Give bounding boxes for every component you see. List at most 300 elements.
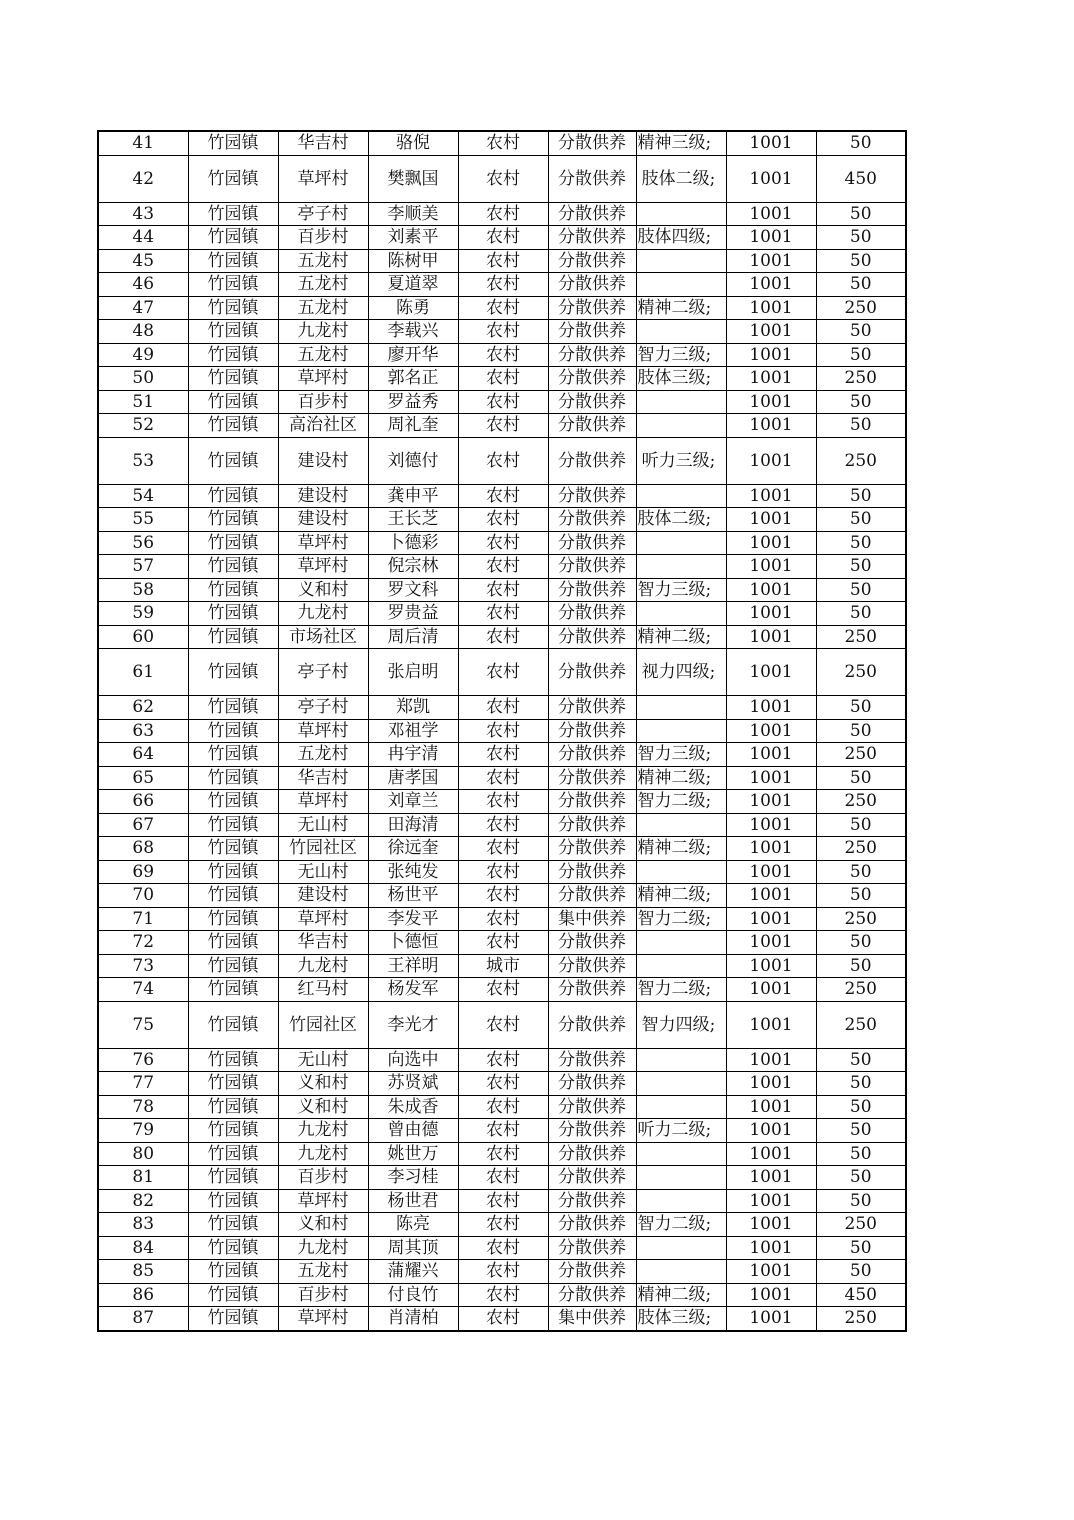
amount-cell: 50: [816, 414, 906, 438]
area-type-cell: 农村: [458, 1283, 548, 1307]
support-type-cell: 分散供养: [548, 790, 636, 814]
row-number-cell: 83: [98, 1213, 188, 1237]
area-type-cell: 农村: [458, 696, 548, 720]
code-cell: 1001: [726, 343, 816, 367]
code-cell: 1001: [726, 1048, 816, 1072]
row-number-cell: 58: [98, 578, 188, 602]
disability-level-cell: [636, 555, 726, 579]
area-type-cell: 农村: [458, 743, 548, 767]
table-row: [98, 1072, 906, 1096]
table-row: [98, 578, 906, 602]
table-row: [98, 696, 906, 720]
support-type-cell: 分散供养: [548, 1048, 636, 1072]
table-row: [98, 1166, 906, 1190]
town-cell: 竹园镇: [188, 931, 278, 955]
row-number-cell: 60: [98, 625, 188, 649]
row-number-cell: 45: [98, 249, 188, 273]
amount-cell: 250: [816, 1001, 906, 1048]
village-cell: 九龙村: [278, 602, 368, 626]
area-type-cell: 农村: [458, 649, 548, 696]
table-row: [98, 743, 906, 767]
area-type-cell: 农村: [458, 907, 548, 931]
village-cell: 建设村: [278, 508, 368, 532]
code-cell: 1001: [726, 954, 816, 978]
amount-cell: 50: [816, 1072, 906, 1096]
row-number-cell: 41: [98, 131, 188, 155]
support-type-cell: 分散供养: [548, 343, 636, 367]
area-type-cell: 农村: [458, 484, 548, 508]
disability-level-cell: [636, 931, 726, 955]
support-type-cell: 分散供养: [548, 978, 636, 1002]
village-cell: 九龙村: [278, 1142, 368, 1166]
table-row: [98, 766, 906, 790]
name-cell: 曾由德: [368, 1119, 458, 1143]
area-type-cell: 农村: [458, 202, 548, 226]
amount-cell: 250: [816, 837, 906, 861]
row-number-cell: 65: [98, 766, 188, 790]
village-cell: 无山村: [278, 813, 368, 837]
row-number-cell: 53: [98, 437, 188, 484]
row-number-cell: 74: [98, 978, 188, 1002]
disability-level-cell: 精神二级;: [636, 884, 726, 908]
disability-level-cell: [636, 602, 726, 626]
village-cell: 九龙村: [278, 1236, 368, 1260]
table-row: [98, 414, 906, 438]
name-cell: 李光才: [368, 1001, 458, 1048]
row-number-cell: 62: [98, 696, 188, 720]
name-cell: 李发平: [368, 907, 458, 931]
table-row: [98, 320, 906, 344]
town-cell: 竹园镇: [188, 202, 278, 226]
village-cell: 草坪村: [278, 1307, 368, 1331]
support-type-cell: 分散供养: [548, 837, 636, 861]
town-cell: 竹园镇: [188, 1095, 278, 1119]
support-type-cell: 分散供养: [548, 131, 636, 155]
name-cell: 张启明: [368, 649, 458, 696]
table-row: [98, 1189, 906, 1213]
name-cell: 郑凯: [368, 696, 458, 720]
name-cell: 郭名正: [368, 367, 458, 391]
support-type-cell: 分散供养: [548, 202, 636, 226]
table-row: [98, 1048, 906, 1072]
area-type-cell: 农村: [458, 1001, 548, 1048]
code-cell: 1001: [726, 813, 816, 837]
disability-level-cell: 智力二级;: [636, 907, 726, 931]
village-cell: 建设村: [278, 437, 368, 484]
support-type-cell: 分散供养: [548, 1001, 636, 1048]
support-type-cell: 分散供养: [548, 1142, 636, 1166]
amount-cell: 50: [816, 1166, 906, 1190]
row-number-cell: 73: [98, 954, 188, 978]
name-cell: 廖开华: [368, 343, 458, 367]
disability-level-cell: 智力四级;: [636, 1001, 726, 1048]
row-number-cell: 67: [98, 813, 188, 837]
name-cell: 罗益秀: [368, 390, 458, 414]
row-number-cell: 54: [98, 484, 188, 508]
village-cell: 百步村: [278, 226, 368, 250]
row-number-cell: 63: [98, 719, 188, 743]
row-number-cell: 59: [98, 602, 188, 626]
table-row: [98, 719, 906, 743]
village-cell: 九龙村: [278, 1119, 368, 1143]
code-cell: 1001: [726, 226, 816, 250]
code-cell: 1001: [726, 860, 816, 884]
area-type-cell: 农村: [458, 860, 548, 884]
village-cell: 草坪村: [278, 1189, 368, 1213]
row-number-cell: 61: [98, 649, 188, 696]
amount-cell: 50: [816, 1119, 906, 1143]
town-cell: 竹园镇: [188, 719, 278, 743]
town-cell: 竹园镇: [188, 1142, 278, 1166]
amount-cell: 50: [816, 1260, 906, 1284]
village-cell: 义和村: [278, 1072, 368, 1096]
town-cell: 竹园镇: [188, 414, 278, 438]
name-cell: 李顺美: [368, 202, 458, 226]
village-cell: 竹园社区: [278, 837, 368, 861]
amount-cell: 50: [816, 226, 906, 250]
town-cell: 竹园镇: [188, 766, 278, 790]
disability-level-cell: [636, 1095, 726, 1119]
town-cell: 竹园镇: [188, 249, 278, 273]
disability-level-cell: 智力二级;: [636, 1213, 726, 1237]
support-type-cell: 分散供养: [548, 155, 636, 202]
disability-level-cell: 肢体三级;: [636, 367, 726, 391]
disability-level-cell: 肢体四级;: [636, 226, 726, 250]
name-cell: 杨发军: [368, 978, 458, 1002]
code-cell: 1001: [726, 390, 816, 414]
row-number-cell: 43: [98, 202, 188, 226]
row-number-cell: 80: [98, 1142, 188, 1166]
town-cell: 竹园镇: [188, 790, 278, 814]
row-number-cell: 48: [98, 320, 188, 344]
town-cell: 竹园镇: [188, 837, 278, 861]
amount-cell: 50: [816, 696, 906, 720]
town-cell: 竹园镇: [188, 578, 278, 602]
area-type-cell: 农村: [458, 978, 548, 1002]
table-row: [98, 508, 906, 532]
table-row: [98, 602, 906, 626]
amount-cell: 50: [816, 273, 906, 297]
table-row: [98, 813, 906, 837]
name-cell: 龚申平: [368, 484, 458, 508]
village-cell: 五龙村: [278, 249, 368, 273]
area-type-cell: 农村: [458, 837, 548, 861]
town-cell: 竹园镇: [188, 743, 278, 767]
disability-level-cell: 精神二级;: [636, 766, 726, 790]
support-type-cell: 分散供养: [548, 602, 636, 626]
disability-level-cell: 精神三级;: [636, 131, 726, 155]
area-type-cell: 农村: [458, 884, 548, 908]
town-cell: 竹园镇: [188, 296, 278, 320]
row-number-cell: 66: [98, 790, 188, 814]
name-cell: 唐孝国: [368, 766, 458, 790]
disability-level-cell: [636, 202, 726, 226]
support-type-cell: 分散供养: [548, 813, 636, 837]
town-cell: 竹园镇: [188, 1307, 278, 1331]
name-cell: 罗贵益: [368, 602, 458, 626]
code-cell: 1001: [726, 625, 816, 649]
village-cell: 百步村: [278, 1283, 368, 1307]
code-cell: 1001: [726, 1260, 816, 1284]
table-row: [98, 978, 906, 1002]
area-type-cell: 农村: [458, 555, 548, 579]
table-row: [98, 555, 906, 579]
town-cell: 竹园镇: [188, 1236, 278, 1260]
name-cell: 苏贤斌: [368, 1072, 458, 1096]
amount-cell: 50: [816, 1142, 906, 1166]
name-cell: 周礼奎: [368, 414, 458, 438]
support-type-cell: 分散供养: [548, 1260, 636, 1284]
area-type-cell: 农村: [458, 1166, 548, 1190]
town-cell: 竹园镇: [188, 390, 278, 414]
village-cell: 草坪村: [278, 555, 368, 579]
amount-cell: 50: [816, 320, 906, 344]
table-row: [98, 907, 906, 931]
support-type-cell: 分散供养: [548, 226, 636, 250]
table-row: [98, 367, 906, 391]
support-type-cell: 分散供养: [548, 696, 636, 720]
amount-cell: 250: [816, 296, 906, 320]
support-type-cell: 分散供养: [548, 508, 636, 532]
name-cell: 邓祖学: [368, 719, 458, 743]
area-type-cell: 农村: [458, 1260, 548, 1284]
area-type-cell: 农村: [458, 1095, 548, 1119]
disability-level-cell: 精神二级;: [636, 1283, 726, 1307]
village-cell: 义和村: [278, 578, 368, 602]
area-type-cell: 农村: [458, 1213, 548, 1237]
code-cell: 1001: [726, 1095, 816, 1119]
table-row: [98, 954, 906, 978]
village-cell: 草坪村: [278, 790, 368, 814]
name-cell: 冉宇清: [368, 743, 458, 767]
disability-level-cell: 智力二级;: [636, 978, 726, 1002]
table-row: [98, 437, 906, 484]
disability-level-cell: [636, 273, 726, 297]
table-row: [98, 1119, 906, 1143]
row-number-cell: 64: [98, 743, 188, 767]
area-type-cell: 农村: [458, 625, 548, 649]
table-row: [98, 249, 906, 273]
code-cell: 1001: [726, 907, 816, 931]
area-type-cell: 农村: [458, 578, 548, 602]
support-type-cell: 分散供养: [548, 1166, 636, 1190]
name-cell: 王祥明: [368, 954, 458, 978]
town-cell: 竹园镇: [188, 602, 278, 626]
village-cell: 五龙村: [278, 1260, 368, 1284]
code-cell: 1001: [726, 555, 816, 579]
amount-cell: 50: [816, 484, 906, 508]
name-cell: 卜德恒: [368, 931, 458, 955]
village-cell: 亭子村: [278, 202, 368, 226]
name-cell: 杨世平: [368, 884, 458, 908]
table-row: [98, 1213, 906, 1237]
disability-level-cell: 肢体二级;: [636, 155, 726, 202]
name-cell: 陈勇: [368, 296, 458, 320]
name-cell: 姚世万: [368, 1142, 458, 1166]
town-cell: 竹园镇: [188, 343, 278, 367]
table-row: [98, 1001, 906, 1048]
name-cell: 朱成香: [368, 1095, 458, 1119]
code-cell: 1001: [726, 1072, 816, 1096]
area-type-cell: 农村: [458, 766, 548, 790]
village-cell: 五龙村: [278, 296, 368, 320]
row-number-cell: 71: [98, 907, 188, 931]
row-number-cell: 68: [98, 837, 188, 861]
code-cell: 1001: [726, 578, 816, 602]
village-cell: 草坪村: [278, 719, 368, 743]
village-cell: 无山村: [278, 1048, 368, 1072]
name-cell: 夏道翠: [368, 273, 458, 297]
support-type-cell: 分散供养: [548, 766, 636, 790]
disability-level-cell: 视力四级;: [636, 649, 726, 696]
disability-level-cell: [636, 1189, 726, 1213]
support-type-cell: 分散供养: [548, 555, 636, 579]
amount-cell: 50: [816, 860, 906, 884]
area-type-cell: 农村: [458, 602, 548, 626]
amount-cell: 50: [816, 390, 906, 414]
town-cell: 竹园镇: [188, 531, 278, 555]
amount-cell: 250: [816, 790, 906, 814]
support-type-cell: 分散供养: [548, 249, 636, 273]
amount-cell: 50: [816, 249, 906, 273]
amount-cell: 50: [816, 202, 906, 226]
code-cell: 1001: [726, 320, 816, 344]
town-cell: 竹园镇: [188, 1283, 278, 1307]
disability-level-cell: [636, 1260, 726, 1284]
town-cell: 竹园镇: [188, 226, 278, 250]
amount-cell: 250: [816, 625, 906, 649]
table-row: [98, 837, 906, 861]
row-number-cell: 50: [98, 367, 188, 391]
code-cell: 1001: [726, 719, 816, 743]
amount-cell: 450: [816, 1283, 906, 1307]
town-cell: 竹园镇: [188, 1189, 278, 1213]
name-cell: 陈亮: [368, 1213, 458, 1237]
amount-cell: 50: [816, 766, 906, 790]
row-number-cell: 52: [98, 414, 188, 438]
name-cell: 向选中: [368, 1048, 458, 1072]
row-number-cell: 85: [98, 1260, 188, 1284]
town-cell: 竹园镇: [188, 625, 278, 649]
village-cell: 义和村: [278, 1095, 368, 1119]
disability-level-cell: [636, 484, 726, 508]
code-cell: 1001: [726, 155, 816, 202]
table-row: [98, 884, 906, 908]
support-type-cell: 集中供养: [548, 907, 636, 931]
name-cell: 蒲耀兴: [368, 1260, 458, 1284]
disability-subsidy-table: [97, 130, 907, 1332]
support-type-cell: 分散供养: [548, 1283, 636, 1307]
amount-cell: 250: [816, 978, 906, 1002]
support-type-cell: 分散供养: [548, 437, 636, 484]
code-cell: 1001: [726, 202, 816, 226]
support-type-cell: 分散供养: [548, 320, 636, 344]
disability-level-cell: 智力三级;: [636, 578, 726, 602]
row-number-cell: 51: [98, 390, 188, 414]
table-row: [98, 1260, 906, 1284]
town-cell: 竹园镇: [188, 907, 278, 931]
code-cell: 1001: [726, 1213, 816, 1237]
amount-cell: 50: [816, 1189, 906, 1213]
code-cell: 1001: [726, 766, 816, 790]
amount-cell: 50: [816, 555, 906, 579]
table-row: [98, 202, 906, 226]
code-cell: 1001: [726, 1001, 816, 1048]
code-cell: 1001: [726, 131, 816, 155]
town-cell: 竹园镇: [188, 367, 278, 391]
town-cell: 竹园镇: [188, 813, 278, 837]
name-cell: 李载兴: [368, 320, 458, 344]
row-number-cell: 70: [98, 884, 188, 908]
village-cell: 市场社区: [278, 625, 368, 649]
code-cell: 1001: [726, 1189, 816, 1213]
disability-level-cell: [636, 719, 726, 743]
name-cell: 樊飘国: [368, 155, 458, 202]
table-row: [98, 1095, 906, 1119]
area-type-cell: 农村: [458, 813, 548, 837]
amount-cell: 50: [816, 531, 906, 555]
code-cell: 1001: [726, 743, 816, 767]
amount-cell: 50: [816, 578, 906, 602]
support-type-cell: 分散供养: [548, 931, 636, 955]
code-cell: 1001: [726, 367, 816, 391]
village-cell: 无山村: [278, 860, 368, 884]
disability-level-cell: [636, 531, 726, 555]
support-type-cell: 分散供养: [548, 625, 636, 649]
village-cell: 百步村: [278, 390, 368, 414]
name-cell: 周其顶: [368, 1236, 458, 1260]
town-cell: 竹园镇: [188, 1072, 278, 1096]
area-type-cell: 农村: [458, 296, 548, 320]
support-type-cell: 分散供养: [548, 296, 636, 320]
support-type-cell: 分散供养: [548, 743, 636, 767]
table-row: [98, 1283, 906, 1307]
code-cell: 1001: [726, 602, 816, 626]
disability-level-cell: 肢体二级;: [636, 508, 726, 532]
disability-level-cell: 精神二级;: [636, 625, 726, 649]
support-type-cell: 分散供养: [548, 367, 636, 391]
village-cell: 九龙村: [278, 320, 368, 344]
area-type-cell: 农村: [458, 508, 548, 532]
disability-level-cell: 精神二级;: [636, 296, 726, 320]
name-cell: 倪宗林: [368, 555, 458, 579]
amount-cell: 50: [816, 931, 906, 955]
amount-cell: 250: [816, 367, 906, 391]
name-cell: 付良竹: [368, 1283, 458, 1307]
code-cell: 1001: [726, 508, 816, 532]
table-row: [98, 226, 906, 250]
support-type-cell: 分散供养: [548, 719, 636, 743]
area-type-cell: 农村: [458, 273, 548, 297]
area-type-cell: 农村: [458, 790, 548, 814]
area-type-cell: 农村: [458, 719, 548, 743]
support-type-cell: 分散供养: [548, 1095, 636, 1119]
town-cell: 竹园镇: [188, 484, 278, 508]
name-cell: 王长芝: [368, 508, 458, 532]
table-row: [98, 484, 906, 508]
amount-cell: 50: [816, 813, 906, 837]
village-cell: 高治社区: [278, 414, 368, 438]
village-cell: 五龙村: [278, 743, 368, 767]
support-type-cell: 分散供养: [548, 414, 636, 438]
amount-cell: 50: [816, 131, 906, 155]
row-number-cell: 44: [98, 226, 188, 250]
code-cell: 1001: [726, 837, 816, 861]
village-cell: 草坪村: [278, 907, 368, 931]
village-cell: 华吉村: [278, 766, 368, 790]
village-cell: 九龙村: [278, 954, 368, 978]
support-type-cell: 分散供养: [548, 1189, 636, 1213]
